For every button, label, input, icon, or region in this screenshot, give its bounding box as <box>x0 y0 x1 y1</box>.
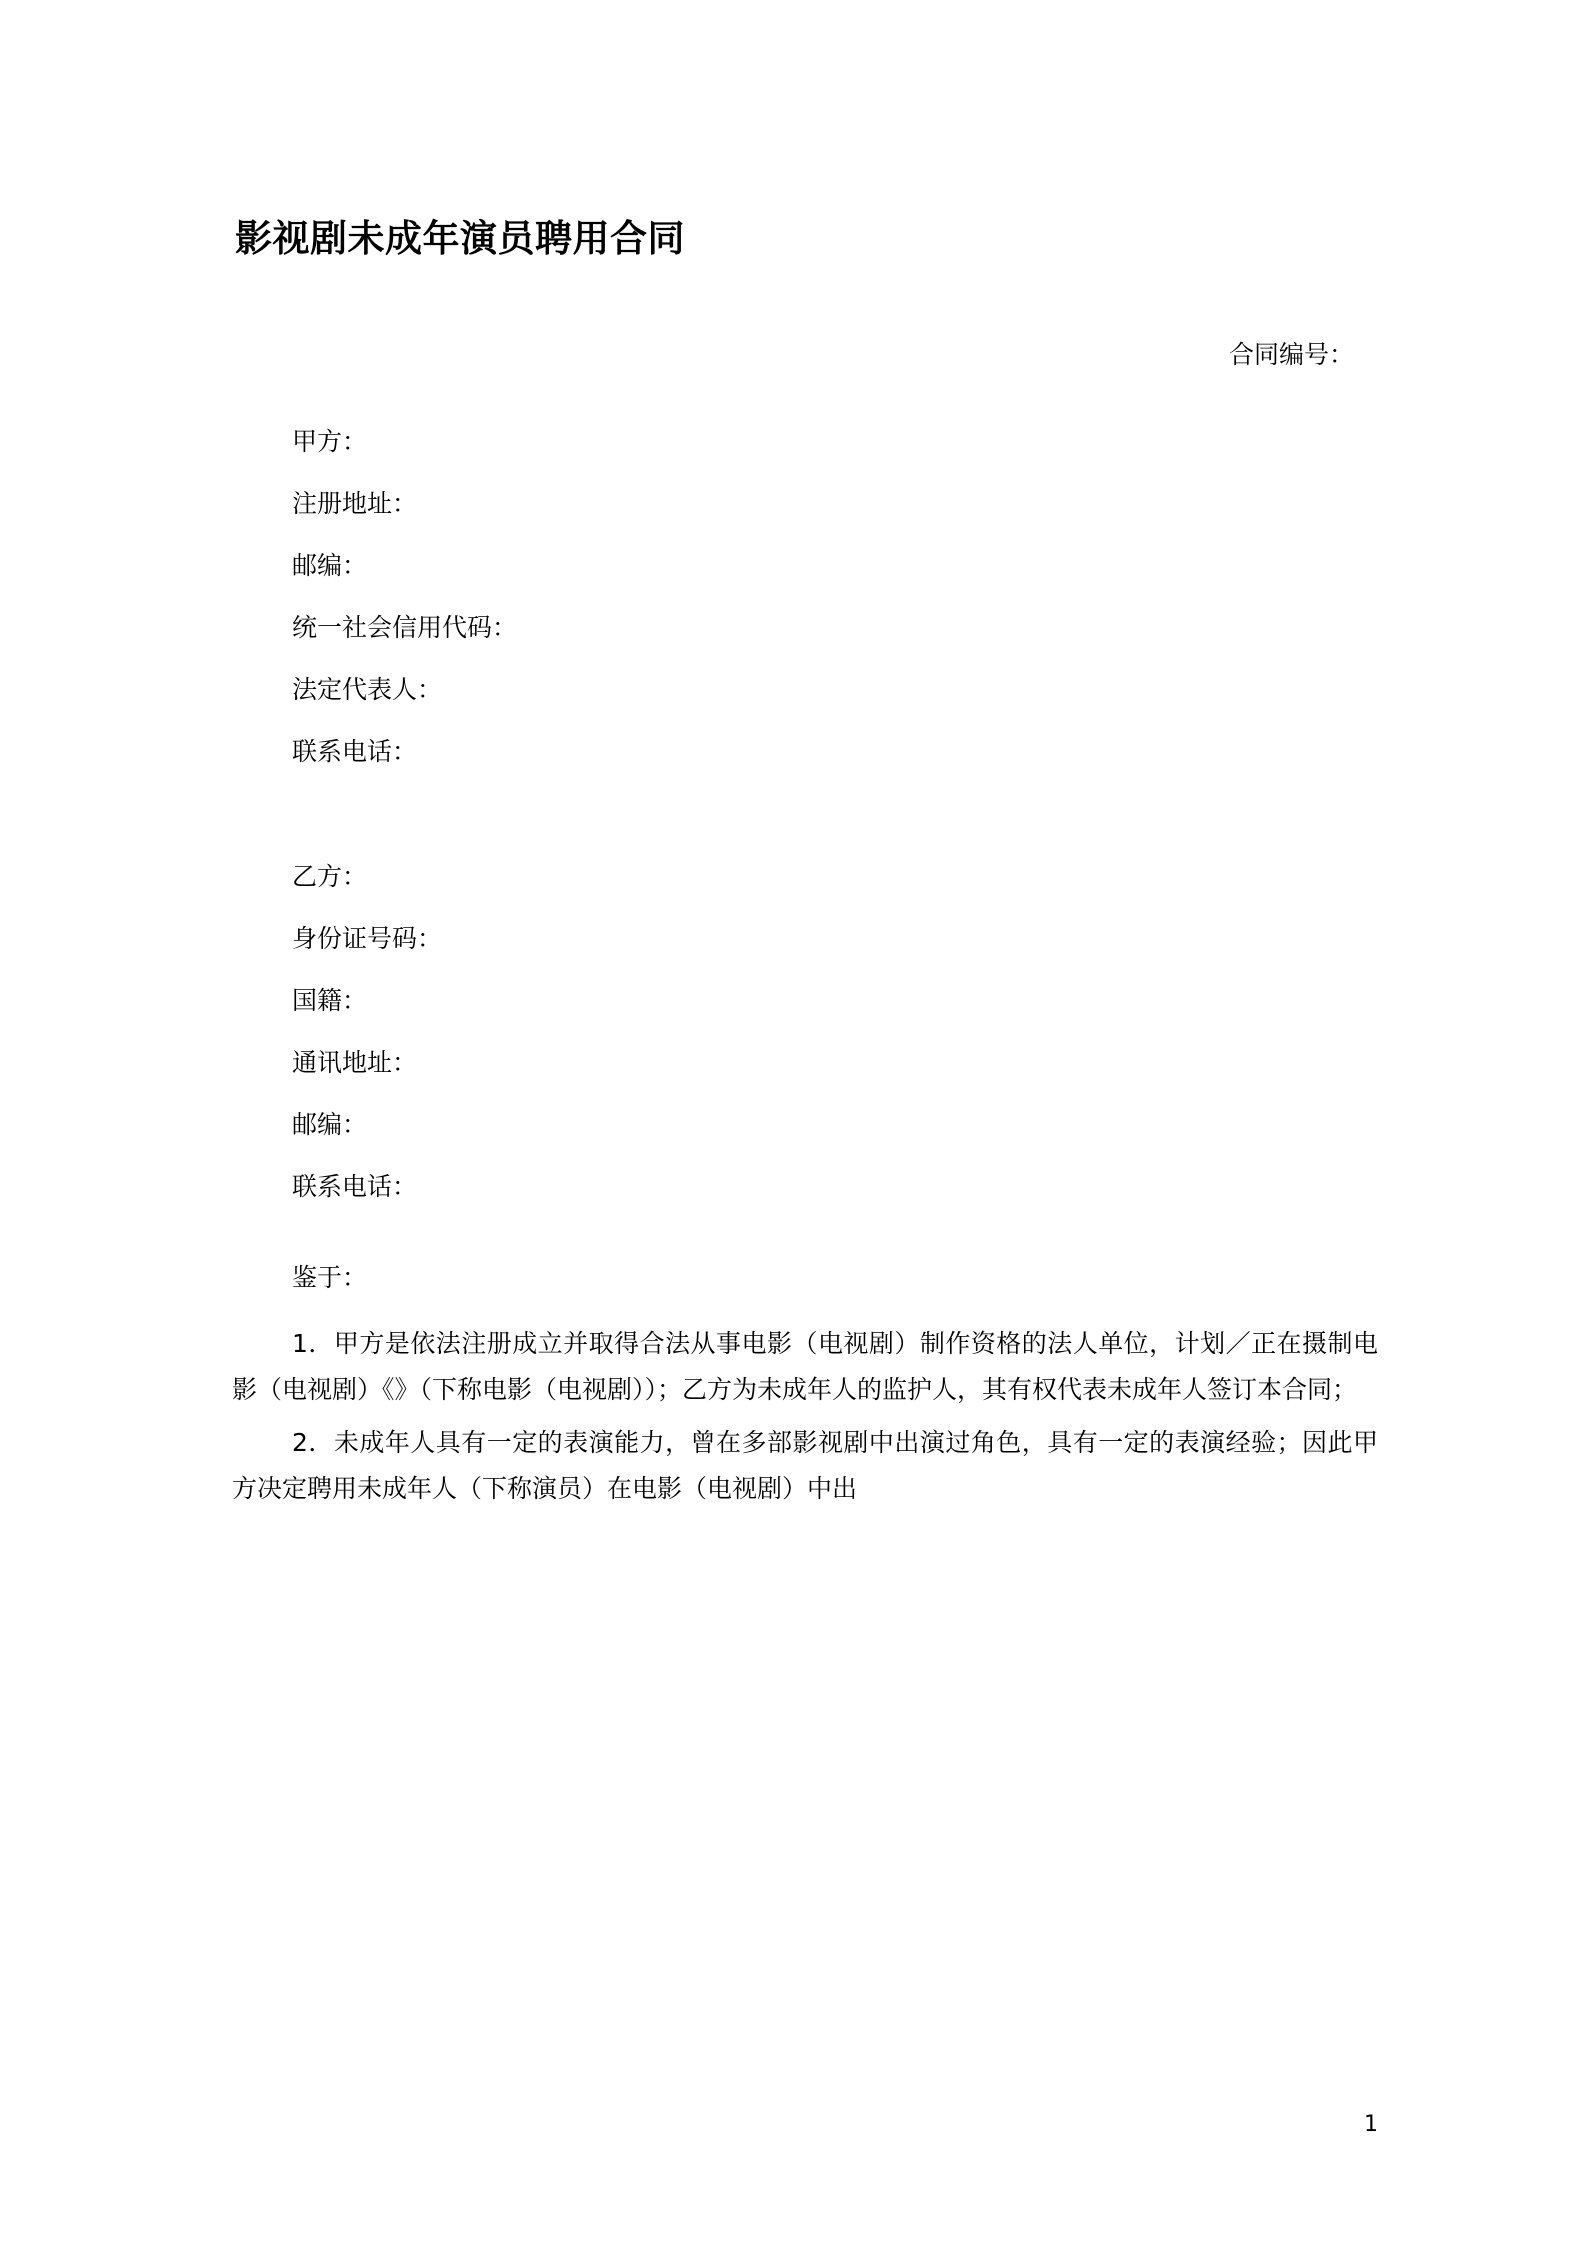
page-number: 1 <box>1364 2112 1378 2137</box>
party-b-block <box>232 859 1378 1204</box>
recital-item-1: 1．甲方是依法注册成立并取得合法从事电影（电视剧）制作资格的法人单位，计划／正在摄制电影（电视剧）《》（下称电影（电视剧））；乙方为未成年人的监护人，其有权代表未成年人签订本合同； <box>232 1329 1378 1405</box>
contract-number-label: 合同编号： <box>1228 340 1354 370</box>
party-a-field-registered-address: 注册地址： <box>292 489 418 519</box>
recitals-label: 鉴于： <box>292 1263 368 1293</box>
party-b-field-id-number: 身份证号码： <box>292 924 443 954</box>
party-a-field-credit-code: 统一社会信用代码： <box>292 613 518 643</box>
party-a-block <box>232 424 1378 769</box>
party-a-field-legal-representative: 法定代表人： <box>292 675 443 705</box>
party-b-heading: 乙方： <box>292 862 368 892</box>
recital-item-2: 2．未成年人具有一定的表演能力，曾在多部影视剧中出演过角色，具有一定的表演经验；因此甲方决定聘用未成年人（下称演员）在电影（电视剧）中出 <box>232 1427 1378 1503</box>
recitals-block <box>232 1260 1378 1512</box>
party-b-field-postcode: 邮编： <box>292 1110 368 1140</box>
party-a-field-postcode: 邮编： <box>292 551 368 581</box>
party-a-field-phone: 联系电话： <box>292 737 418 767</box>
page-title: 影视剧未成年演员聘用合同 <box>235 217 685 260</box>
party-b-field-mailing-address: 通讯地址： <box>292 1048 418 1078</box>
party-b-field-phone: 联系电话： <box>292 1172 418 1202</box>
party-a-heading: 甲方： <box>292 427 368 457</box>
party-b-field-nationality: 国籍： <box>292 986 368 1016</box>
party-separator <box>232 769 1378 807</box>
